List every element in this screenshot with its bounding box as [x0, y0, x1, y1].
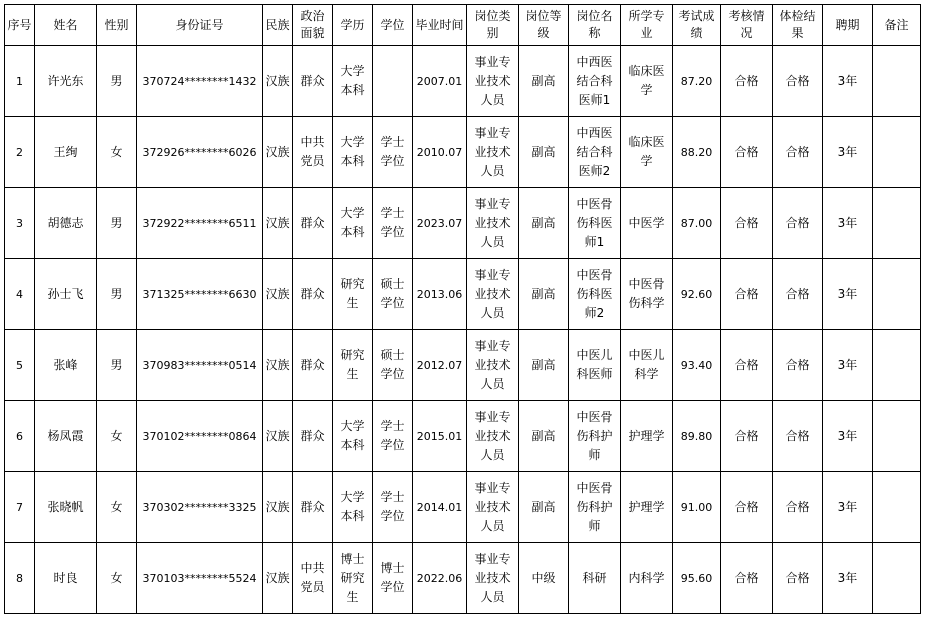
- cell-ethnic: 汉族: [263, 330, 293, 401]
- cell-physical: 合格: [773, 259, 823, 330]
- header-col-degree: 学位: [373, 5, 413, 46]
- cell-gender: 男: [97, 188, 137, 259]
- cell-post: 中西医结合科医师2: [569, 117, 621, 188]
- header-col-seq: 序号: [5, 5, 35, 46]
- header-col-gender: 性别: [97, 5, 137, 46]
- cell-category: 事业专业技术人员: [467, 46, 519, 117]
- cell-education: 大学本科: [333, 188, 373, 259]
- cell-id: 370102********0864: [137, 401, 263, 472]
- cell-degree: 学士学位: [373, 472, 413, 543]
- cell-seq: 7: [5, 472, 35, 543]
- cell-assess: 合格: [721, 259, 773, 330]
- cell-grad: 2007.01: [413, 46, 467, 117]
- cell-political: 群众: [293, 401, 333, 472]
- cell-score: 93.40: [673, 330, 721, 401]
- table-row: [5, 259, 921, 330]
- cell-degree: 学士学位: [373, 188, 413, 259]
- header-col-physical: 体检结果: [773, 5, 823, 46]
- cell-major: 内科学: [621, 543, 673, 614]
- personnel-table: [4, 4, 921, 614]
- cell-level: 副高: [519, 330, 569, 401]
- cell-note: [873, 401, 921, 472]
- cell-education: 大学本科: [333, 46, 373, 117]
- cell-post: 中医骨伤科医师2: [569, 259, 621, 330]
- table-row: [5, 472, 921, 543]
- cell-category: 事业专业技术人员: [467, 117, 519, 188]
- cell-assess: 合格: [721, 543, 773, 614]
- cell-note: [873, 330, 921, 401]
- cell-score: 92.60: [673, 259, 721, 330]
- cell-post: 中西医结合科医师1: [569, 46, 621, 117]
- cell-note: [873, 543, 921, 614]
- cell-ethnic: 汉族: [263, 543, 293, 614]
- cell-political: 群众: [293, 472, 333, 543]
- cell-major: 临床医学: [621, 46, 673, 117]
- header-col-note: 备注: [873, 5, 921, 46]
- cell-category: 事业专业技术人员: [467, 330, 519, 401]
- cell-physical: 合格: [773, 401, 823, 472]
- cell-political: 群众: [293, 259, 333, 330]
- cell-physical: 合格: [773, 46, 823, 117]
- cell-score: 95.60: [673, 543, 721, 614]
- cell-note: [873, 46, 921, 117]
- cell-level: 副高: [519, 401, 569, 472]
- cell-score: 87.20: [673, 46, 721, 117]
- cell-term: 3年: [823, 472, 873, 543]
- cell-ethnic: 汉族: [263, 259, 293, 330]
- cell-note: [873, 117, 921, 188]
- cell-gender: 男: [97, 46, 137, 117]
- cell-education: 大学本科: [333, 401, 373, 472]
- cell-education: 研究生: [333, 259, 373, 330]
- cell-score: 87.00: [673, 188, 721, 259]
- cell-physical: 合格: [773, 330, 823, 401]
- table-row: [5, 401, 921, 472]
- cell-gender: 女: [97, 401, 137, 472]
- cell-category: 事业专业技术人员: [467, 472, 519, 543]
- cell-name: 胡德志: [35, 188, 97, 259]
- cell-name: 张峰: [35, 330, 97, 401]
- cell-post: 中医儿科医师: [569, 330, 621, 401]
- cell-degree: 博士学位: [373, 543, 413, 614]
- header-col-category: 岗位类别: [467, 5, 519, 46]
- cell-note: [873, 472, 921, 543]
- cell-grad: 2012.07: [413, 330, 467, 401]
- cell-political: 中共党员: [293, 543, 333, 614]
- cell-name: 时良: [35, 543, 97, 614]
- cell-education: 博士研究生: [333, 543, 373, 614]
- cell-assess: 合格: [721, 188, 773, 259]
- cell-major: 临床医学: [621, 117, 673, 188]
- cell-term: 3年: [823, 46, 873, 117]
- cell-category: 事业专业技术人员: [467, 543, 519, 614]
- header-col-political: 政治面貌: [293, 5, 333, 46]
- cell-level: 副高: [519, 472, 569, 543]
- cell-category: 事业专业技术人员: [467, 188, 519, 259]
- cell-post: 中医骨伤科护师: [569, 472, 621, 543]
- cell-physical: 合格: [773, 543, 823, 614]
- cell-assess: 合格: [721, 330, 773, 401]
- table-row: [5, 543, 921, 614]
- cell-term: 3年: [823, 330, 873, 401]
- header-col-ethnic: 民族: [263, 5, 293, 46]
- header-col-post: 岗位名称: [569, 5, 621, 46]
- cell-post: 科研: [569, 543, 621, 614]
- header-col-score: 考试成绩: [673, 5, 721, 46]
- cell-grad: 2023.07: [413, 188, 467, 259]
- cell-category: 事业专业技术人员: [467, 401, 519, 472]
- cell-assess: 合格: [721, 117, 773, 188]
- cell-grad: 2010.07: [413, 117, 467, 188]
- header-col-major: 所学专业: [621, 5, 673, 46]
- cell-political: 群众: [293, 188, 333, 259]
- cell-id: 370983********0514: [137, 330, 263, 401]
- cell-term: 3年: [823, 259, 873, 330]
- cell-note: [873, 188, 921, 259]
- cell-id: 370724********1432: [137, 46, 263, 117]
- cell-gender: 女: [97, 472, 137, 543]
- table-row: [5, 188, 921, 259]
- cell-id: 370103********5524: [137, 543, 263, 614]
- cell-seq: 5: [5, 330, 35, 401]
- cell-ethnic: 汉族: [263, 401, 293, 472]
- cell-name: 杨凤霞: [35, 401, 97, 472]
- cell-degree: 学士学位: [373, 117, 413, 188]
- cell-ethnic: 汉族: [263, 46, 293, 117]
- header-col-education: 学历: [333, 5, 373, 46]
- cell-seq: 6: [5, 401, 35, 472]
- cell-seq: 1: [5, 46, 35, 117]
- cell-post: 中医骨伤科医师1: [569, 188, 621, 259]
- cell-ethnic: 汉族: [263, 117, 293, 188]
- cell-assess: 合格: [721, 472, 773, 543]
- cell-degree: 硕士学位: [373, 330, 413, 401]
- cell-ethnic: 汉族: [263, 188, 293, 259]
- cell-gender: 女: [97, 543, 137, 614]
- cell-physical: 合格: [773, 117, 823, 188]
- cell-term: 3年: [823, 188, 873, 259]
- cell-political: 中共党员: [293, 117, 333, 188]
- cell-score: 89.80: [673, 401, 721, 472]
- cell-grad: 2014.01: [413, 472, 467, 543]
- cell-degree: 学士学位: [373, 401, 413, 472]
- cell-major: 护理学: [621, 401, 673, 472]
- cell-ethnic: 汉族: [263, 472, 293, 543]
- cell-term: 3年: [823, 543, 873, 614]
- cell-name: 张晓帆: [35, 472, 97, 543]
- cell-grad: 2015.01: [413, 401, 467, 472]
- header-col-level: 岗位等级: [519, 5, 569, 46]
- cell-name: 孙士飞: [35, 259, 97, 330]
- cell-physical: 合格: [773, 188, 823, 259]
- cell-term: 3年: [823, 117, 873, 188]
- cell-name: 许光东: [35, 46, 97, 117]
- cell-grad: 2022.06: [413, 543, 467, 614]
- cell-seq: 2: [5, 117, 35, 188]
- header-col-name: 姓名: [35, 5, 97, 46]
- cell-gender: 女: [97, 117, 137, 188]
- cell-level: 副高: [519, 117, 569, 188]
- cell-post: 中医骨伤科护师: [569, 401, 621, 472]
- cell-gender: 男: [97, 330, 137, 401]
- cell-education: 大学本科: [333, 472, 373, 543]
- cell-id: 371325********6630: [137, 259, 263, 330]
- cell-seq: 8: [5, 543, 35, 614]
- cell-term: 3年: [823, 401, 873, 472]
- cell-id: 372926********6026: [137, 117, 263, 188]
- cell-political: 群众: [293, 46, 333, 117]
- cell-seq: 4: [5, 259, 35, 330]
- cell-id: 372922********6511: [137, 188, 263, 259]
- cell-level: 中级: [519, 543, 569, 614]
- cell-major: 中医儿科学: [621, 330, 673, 401]
- table-row: [5, 46, 921, 117]
- cell-level: 副高: [519, 188, 569, 259]
- cell-major: 护理学: [621, 472, 673, 543]
- cell-category: 事业专业技术人员: [467, 259, 519, 330]
- cell-degree: [373, 46, 413, 117]
- cell-level: 副高: [519, 259, 569, 330]
- header-col-grad: 毕业时间: [413, 5, 467, 46]
- header-row: [5, 5, 921, 46]
- table-row: [5, 117, 921, 188]
- cell-major: 中医骨伤科学: [621, 259, 673, 330]
- cell-political: 群众: [293, 330, 333, 401]
- cell-education: 大学本科: [333, 117, 373, 188]
- header-col-id: 身份证号: [137, 5, 263, 46]
- cell-grad: 2013.06: [413, 259, 467, 330]
- cell-name: 王绚: [35, 117, 97, 188]
- header-col-term: 聘期: [823, 5, 873, 46]
- cell-score: 91.00: [673, 472, 721, 543]
- cell-note: [873, 259, 921, 330]
- cell-degree: 硕士学位: [373, 259, 413, 330]
- header-col-assess: 考核情况: [721, 5, 773, 46]
- cell-physical: 合格: [773, 472, 823, 543]
- cell-assess: 合格: [721, 46, 773, 117]
- cell-id: 370302********3325: [137, 472, 263, 543]
- cell-level: 副高: [519, 46, 569, 117]
- table-row: [5, 330, 921, 401]
- cell-assess: 合格: [721, 401, 773, 472]
- cell-seq: 3: [5, 188, 35, 259]
- cell-education: 研究生: [333, 330, 373, 401]
- table-body: [5, 46, 921, 614]
- cell-score: 88.20: [673, 117, 721, 188]
- cell-gender: 男: [97, 259, 137, 330]
- cell-major: 中医学: [621, 188, 673, 259]
